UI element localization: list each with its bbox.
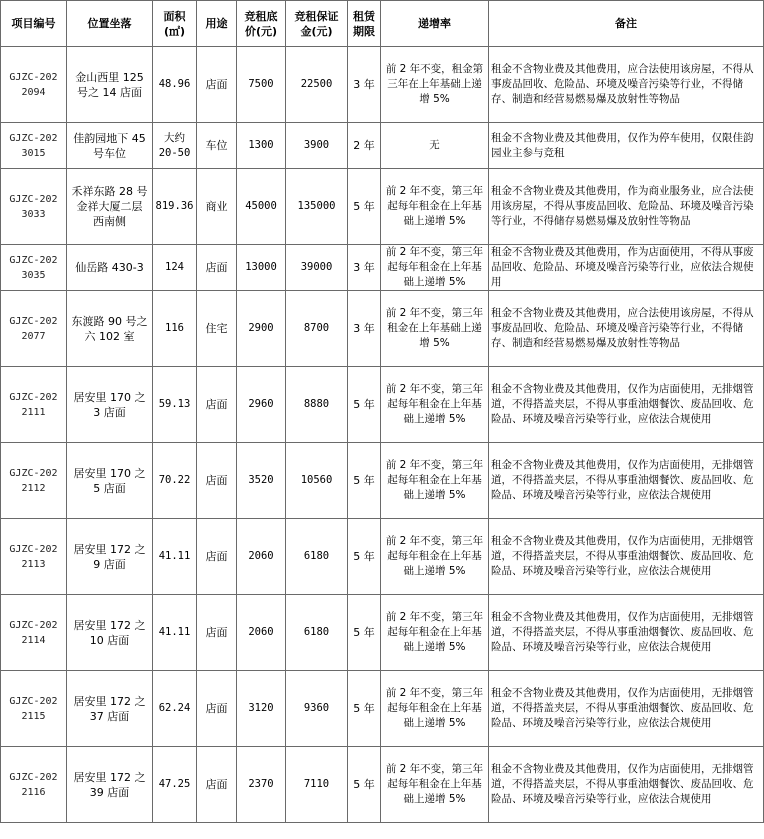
cell-use: 店面 xyxy=(197,595,237,671)
cell-rate: 无 xyxy=(381,123,489,169)
cell-area: 41.11 xyxy=(153,595,197,671)
header-location: 位置坐落 xyxy=(67,1,153,47)
cell-term: 5 年 xyxy=(348,747,381,823)
cell-location: 佳韵园地下 45 号车位 xyxy=(67,123,153,169)
table-row xyxy=(1,245,764,291)
cell-price: 2060 xyxy=(237,595,286,671)
cell-location: 居安里 172 之 9 店面 xyxy=(67,519,153,595)
cell-note: 租金不含物业费及其他费用，仅作为店面使用，无排烟管道，不得搭盖夹层，不得从事重油烟餐饮、废品回收、危险品、环境及噪音污染等行业，应依法合规使用 xyxy=(489,519,764,595)
cell-area: 116 xyxy=(153,291,197,367)
cell-rate: 前 2 年不变，第三年起每年租金在上年基础上递增 5% xyxy=(381,169,489,245)
cell-area: 819.36 xyxy=(153,169,197,245)
cell-use: 店面 xyxy=(197,47,237,123)
cell-note: 租金不含物业费及其他费用，作为店面使用，不得从事废品回收、危险品、环境及噪音污染等行业，应依法合规使用 xyxy=(489,245,764,291)
cell-id: GJZC-202 2077 xyxy=(1,291,67,367)
cell-term: 5 年 xyxy=(348,169,381,245)
cell-price: 2960 xyxy=(237,367,286,443)
header-note: 备注 xyxy=(489,1,764,47)
cell-area: 70.22 xyxy=(153,443,197,519)
header-price: 竞租底 价(元) xyxy=(237,1,286,47)
cell-id: GJZC-202 2094 xyxy=(1,47,67,123)
cell-note: 租金不含物业费及其他费用，仅作为店面使用，无排烟管道，不得搭盖夹层，不得从事重油烟餐饮、废品回收、危险品、环境及噪音污染等行业，应依法合规使用 xyxy=(489,367,764,443)
cell-rate: 前 2 年不变，租金第三年在上年基础上递增 5% xyxy=(381,47,489,123)
cell-deposit: 6180 xyxy=(286,595,348,671)
cell-deposit: 9360 xyxy=(286,671,348,747)
header-area: 面积 (㎡) xyxy=(153,1,197,47)
cell-area: 大约 20-50 xyxy=(153,123,197,169)
cell-location: 居安里 170 之 5 店面 xyxy=(67,443,153,519)
cell-rate: 前 2 年不变，第三年起每年租金在上年基础上递增 5% xyxy=(381,671,489,747)
cell-term: 3 年 xyxy=(348,291,381,367)
cell-id: GJZC-202 2113 xyxy=(1,519,67,595)
cell-term: 2 年 xyxy=(348,123,381,169)
cell-use: 住宅 xyxy=(197,291,237,367)
cell-deposit: 10560 xyxy=(286,443,348,519)
table-row xyxy=(1,291,764,367)
table-row xyxy=(1,519,764,595)
cell-area: 47.25 xyxy=(153,747,197,823)
cell-term: 5 年 xyxy=(348,671,381,747)
cell-location: 东渡路 90 号之 六 102 室 xyxy=(67,291,153,367)
header-id: 项目编号 xyxy=(1,1,67,47)
table-row xyxy=(1,367,764,443)
cell-use: 店面 xyxy=(197,443,237,519)
cell-deposit: 22500 xyxy=(286,47,348,123)
cell-location: 仙岳路 430-3 xyxy=(67,245,153,291)
cell-price: 45000 xyxy=(237,169,286,245)
cell-deposit: 135000 xyxy=(286,169,348,245)
cell-id: GJZC-202 2114 xyxy=(1,595,67,671)
table-row xyxy=(1,47,764,123)
cell-rate: 前 2 年不变，第三年租金在上年基础上递增 5% xyxy=(381,291,489,367)
table-row xyxy=(1,671,764,747)
cell-price: 2060 xyxy=(237,519,286,595)
cell-id: GJZC-202 2112 xyxy=(1,443,67,519)
cell-area: 59.13 xyxy=(153,367,197,443)
cell-deposit: 6180 xyxy=(286,519,348,595)
cell-rate: 前 2 年不变，第三年起每年租金在上年基础上递增 5% xyxy=(381,443,489,519)
cell-use: 店面 xyxy=(197,747,237,823)
cell-id: GJZC-202 2115 xyxy=(1,671,67,747)
cell-id: GJZC-202 3015 xyxy=(1,123,67,169)
cell-note: 租金不含物业费及其他费用，仅作为停车使用，仅限佳韵园业主参与竞租 xyxy=(489,123,764,169)
cell-deposit: 8700 xyxy=(286,291,348,367)
cell-use: 店面 xyxy=(197,245,237,291)
cell-price: 13000 xyxy=(237,245,286,291)
cell-deposit: 8880 xyxy=(286,367,348,443)
cell-area: 124 xyxy=(153,245,197,291)
table-row xyxy=(1,123,764,169)
cell-price: 2900 xyxy=(237,291,286,367)
cell-note: 租金不含物业费及其他费用，应合法使用该房屋，不得从事废品回收、危险品、环境及噪音污染等行业，不得储存、制造和经营易燃易爆及放射性等物品 xyxy=(489,47,764,123)
cell-term: 3 年 xyxy=(348,47,381,123)
cell-note: 租金不含物业费及其他费用，应合法使用该房屋，不得从事废品回收、危险品、环境及噪音污染等行业，不得储存、制造和经营易燃易爆及放射性等物品 xyxy=(489,291,764,367)
cell-deposit: 7110 xyxy=(286,747,348,823)
table-row xyxy=(1,443,764,519)
cell-use: 店面 xyxy=(197,367,237,443)
cell-location: 居安里 172 之 10 店面 xyxy=(67,595,153,671)
table-header-row xyxy=(1,1,764,47)
header-use: 用途 xyxy=(197,1,237,47)
cell-location: 金山西里 125 号之 14 店面 xyxy=(67,47,153,123)
cell-use: 店面 xyxy=(197,519,237,595)
table-row xyxy=(1,747,764,823)
cell-price: 3120 xyxy=(237,671,286,747)
cell-id: GJZC-202 2111 xyxy=(1,367,67,443)
table-row xyxy=(1,595,764,671)
cell-note: 租金不含物业费及其他费用，仅作为店面使用，无排烟管道，不得搭盖夹层，不得从事重油烟餐饮、废品回收、危险品、环境及噪音污染等行业，应依法合规使用 xyxy=(489,747,764,823)
cell-location: 禾祥东路 28 号 金祥大厦二层 西南侧 xyxy=(67,169,153,245)
cell-deposit: 39000 xyxy=(286,245,348,291)
header-rate: 递增率 xyxy=(381,1,489,47)
cell-price: 2370 xyxy=(237,747,286,823)
cell-price: 1300 xyxy=(237,123,286,169)
cell-use: 店面 xyxy=(197,671,237,747)
cell-price: 7500 xyxy=(237,47,286,123)
cell-note: 租金不含物业费及其他费用，仅作为店面使用，无排烟管道，不得搭盖夹层，不得从事重油烟餐饮、废品回收、危险品、环境及噪音污染等行业，应依法合规使用 xyxy=(489,595,764,671)
cell-use: 商业 xyxy=(197,169,237,245)
cell-rate: 前 2 年不变，第三年起每年租金在上年基础上递增 5% xyxy=(381,245,489,291)
header-term: 租赁 期限 xyxy=(348,1,381,47)
cell-location: 居安里 172 之 37 店面 xyxy=(67,671,153,747)
cell-use: 车位 xyxy=(197,123,237,169)
cell-term: 5 年 xyxy=(348,519,381,595)
header-deposit: 竞租保证 金(元) xyxy=(286,1,348,47)
cell-id: GJZC-202 3033 xyxy=(1,169,67,245)
table-row xyxy=(1,169,764,245)
cell-term: 5 年 xyxy=(348,443,381,519)
cell-rate: 前 2 年不变，第三年起每年租金在上年基础上递增 5% xyxy=(381,747,489,823)
cell-rate: 前 2 年不变，第三年起每年租金在上年基础上递增 5% xyxy=(381,595,489,671)
cell-deposit: 3900 xyxy=(286,123,348,169)
cell-price: 3520 xyxy=(237,443,286,519)
cell-term: 3 年 xyxy=(348,245,381,291)
cell-area: 41.11 xyxy=(153,519,197,595)
cell-note: 租金不含物业费及其他费用，仅作为店面使用，无排烟管道，不得搭盖夹层，不得从事重油烟餐饮、废品回收、危险品、环境及噪音污染等行业，应依法合规使用 xyxy=(489,671,764,747)
cell-note: 租金不含物业费及其他费用，作为商业服务业，应合法使用该房屋，不得从事废品回收、危险品、环境及噪音污染等行业，不得储存易燃易爆及放射性等物品 xyxy=(489,169,764,245)
cell-location: 居安里 172 之 39 店面 xyxy=(67,747,153,823)
cell-id: GJZC-202 2116 xyxy=(1,747,67,823)
cell-id: GJZC-202 3035 xyxy=(1,245,67,291)
cell-area: 62.24 xyxy=(153,671,197,747)
cell-rate: 前 2 年不变，第三年起每年租金在上年基础上递增 5% xyxy=(381,367,489,443)
cell-area: 48.96 xyxy=(153,47,197,123)
cell-note: 租金不含物业费及其他费用，仅作为店面使用，无排烟管道，不得搭盖夹层，不得从事重油烟餐饮、废品回收、危险品、环境及噪音污染等行业，应依法合规使用 xyxy=(489,443,764,519)
cell-rate: 前 2 年不变，第三年起每年租金在上年基础上递增 5% xyxy=(381,519,489,595)
cell-term: 5 年 xyxy=(348,595,381,671)
cell-term: 5 年 xyxy=(348,367,381,443)
cell-location: 居安里 170 之 3 店面 xyxy=(67,367,153,443)
